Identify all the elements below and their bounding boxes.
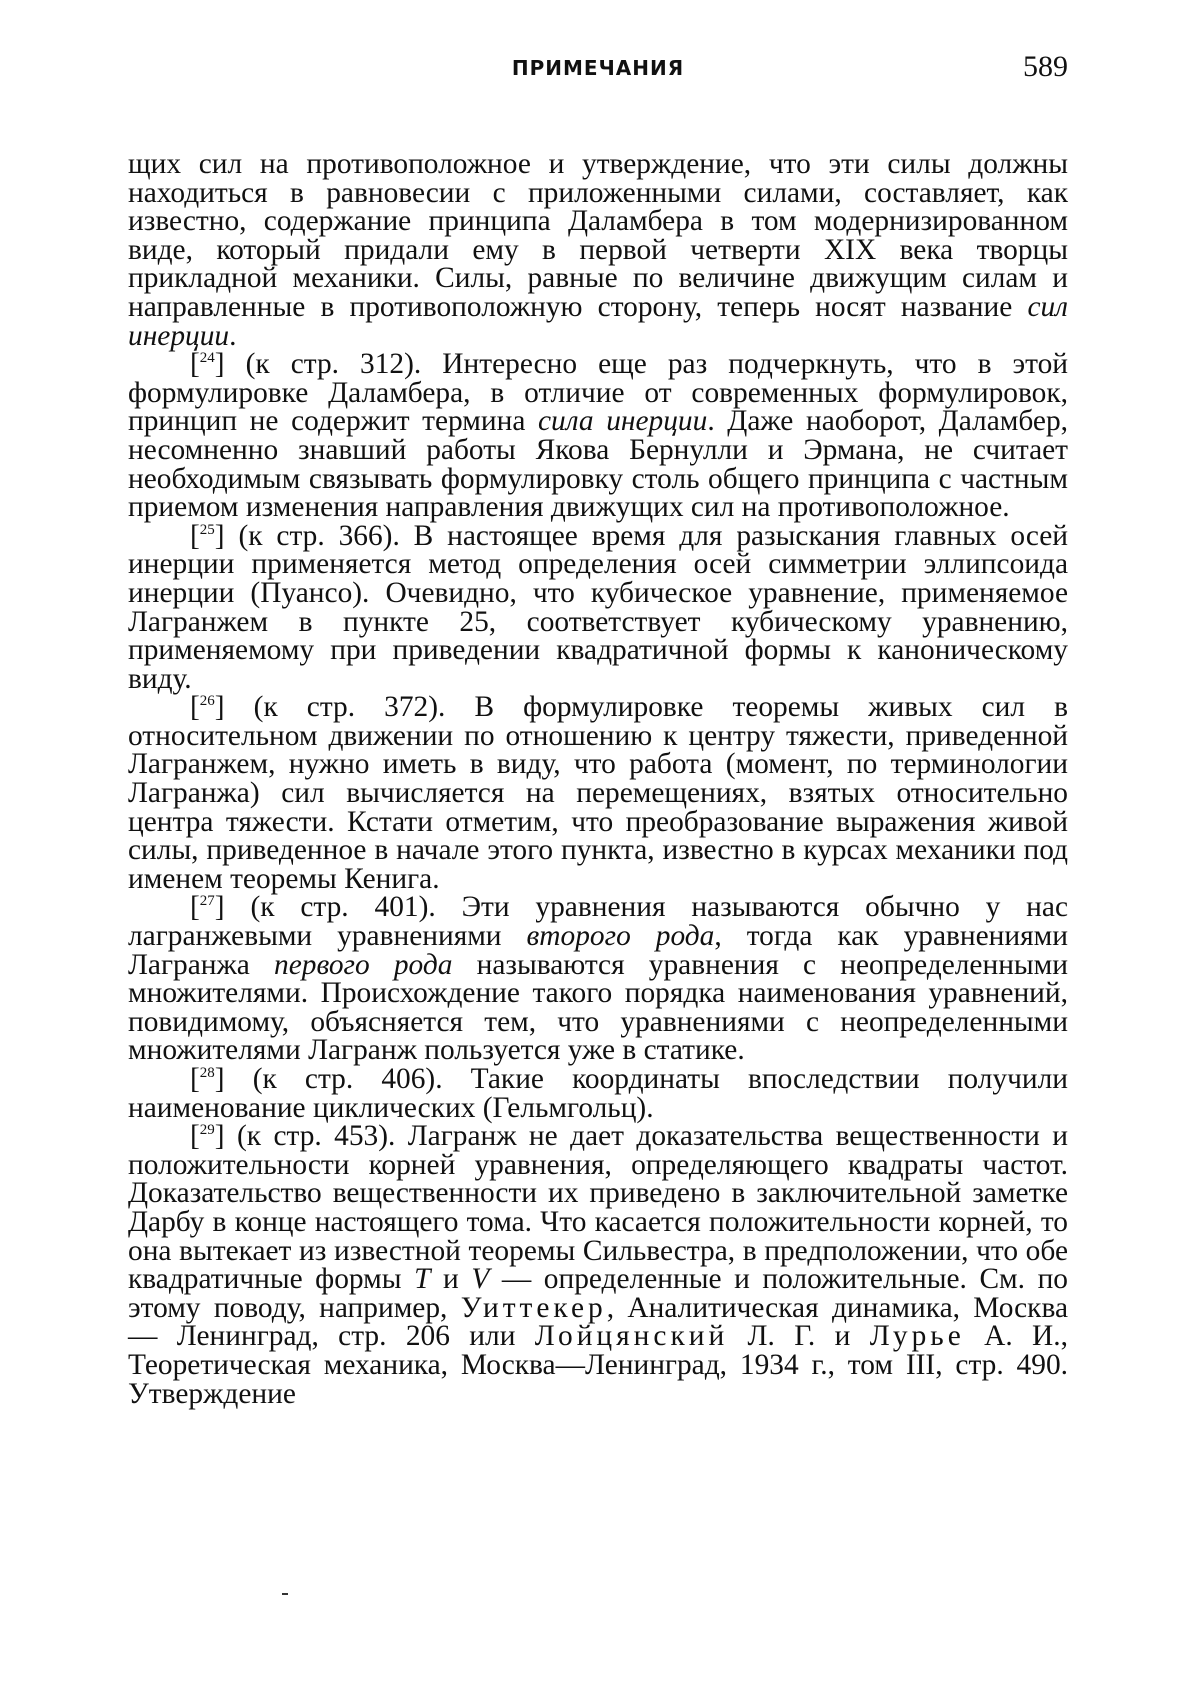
note-28: [$^{28}$] (к стр. 406). Такие координаты впоследствии получили наименование циклических (Гельмгольц). xyxy=(128,1063,1068,1124)
author-name: Уиттекер xyxy=(460,1291,607,1324)
note-marker: [$^{27}$] xyxy=(190,891,225,924)
note-marker: [$^{25}$] xyxy=(190,519,225,552)
italic-term: первого рода xyxy=(274,948,453,981)
page-header xyxy=(128,50,1068,90)
note-marker: [$^{28}$] xyxy=(190,1063,225,1095)
note-24: [$^{24}$] (к стр. 312). Интересно еще раз подчеркнуть, что в этой формулировке Даламбера, в отличие от современных формулировок, принцип не содержит термина сила инерции. Даже наоборот, Даламбер, несомненно знавший работы Якова Бернулли и Эрмана, не считает необходимым связывать формулировку столь общего принципа с частным приемом изменения направления движущих сил на противоположное. xyxy=(128,348,1068,524)
author-name: Лойцянский xyxy=(534,1320,729,1353)
print-speck xyxy=(282,1593,288,1595)
note-marker: [$^{24}$] xyxy=(190,348,225,381)
page-number: 589 xyxy=(1023,50,1068,83)
note-25: [$^{25}$] (к стр. 366). В настоящее время для разыскания главных осей инерции применяется метод определения осей симметрии эллипсоида инерции (Пуансо). Очевидно, что кубическое уравнение, применяемое Лагранжем в пункте 25, соответствует кубическому уравнению, применяемому при приведении квадратичной формы к каноническому виду. xyxy=(128,519,1068,695)
note-26: [$^{26}$] (к стр. 372). В формулировке теоремы живых сил в относительном движении по отношению к центру тяжести, приведенной Лагранжем, нужно иметь в виду, что работа (момент, по терминологии Лагранжа) сил вычисляется на перемещениях, взятых относительно центра тяжести. Кстати отметим, что преобразование выражения живой силы, приведенное в начале этого пункта, известно в курсах механики под именем теоремы Кенига. xyxy=(128,691,1068,895)
italic-term: второго рода xyxy=(526,920,715,953)
note-marker: [$^{26}$] xyxy=(190,691,225,724)
italic-term: сила инерции xyxy=(538,405,708,438)
author-name: Лурье xyxy=(869,1320,965,1353)
note-29: [$^{29}$] (к стр. 453). Лагранж не дает доказательства вещественности и положительности корней уравнения, определяющего квадраты частот. Доказательство вещественности их приведено в заключительной заметке Дарбу в конце настоящего тома. Что касается положительности корней, то она вытекает из известной теоремы Сильвестра, в предположении, что обе квадратичные формы T и V — определенные и положительные. См. по этому поводу, например, Уиттекер, Аналитическая динамика, Москва — Ленинград, стр. 206 или Лойцянский Л. Г. и Лурье А. И., Теоретическая механика, Москва—Ленинград, 1934 г., том III, стр. 490. Утверждение xyxy=(128,1120,1068,1410)
math-symbol: V xyxy=(471,1263,490,1296)
italic-term: сил инерции xyxy=(128,290,1068,352)
note-27: [$^{27}$] (к стр. 401). Эти уравнения называются обычно у нас лагранжевыми уравнениями второго рода, тогда как уравнениями Лагранжа первого рода называются уравнения с неопределенными множителями. Происхождение такого порядка наименования уравнений, повидимому, объясняется тем, что уравнениями с неопределенными множителями Лагранж пользуется уже в статике. xyxy=(128,891,1069,1067)
note-marker: [$^{29}$] xyxy=(190,1120,225,1153)
running-head: ПРИМЕЧАНИЯ xyxy=(511,56,685,80)
notes-body xyxy=(128,150,1068,1408)
continued-paragraph: щих сил на противоположное и утверждение, что эти силы должны находиться в равновесии с приложенными силами, составляет, как известно, содержание принципа Даламбера в том модернизированном виде, который придали ему в первой четверти XIX века творцы прикладной механики. Силы, равные по величине движущим силам и направленные в противоположную сторону, теперь носят название сил инерции. xyxy=(128,148,1068,352)
math-symbol: T xyxy=(414,1263,431,1296)
